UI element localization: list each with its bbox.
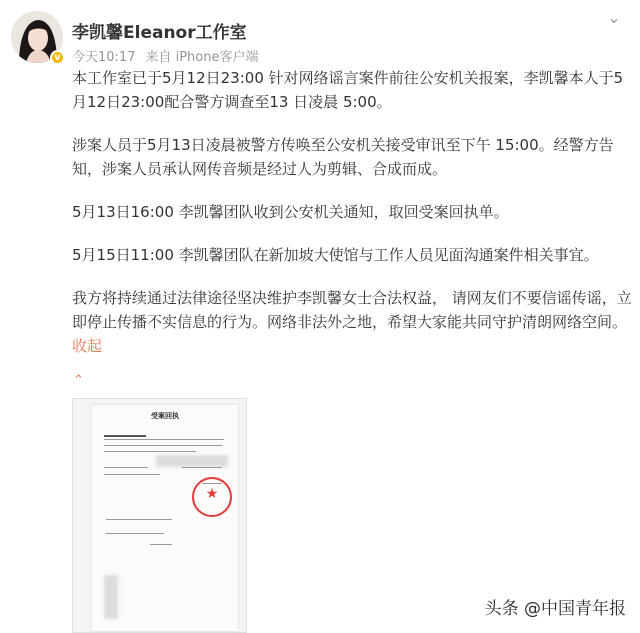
collapse-link[interactable]: 收起 [72,337,103,355]
paragraph-5-text: 我方将持续通过法律途径坚决维护李凯馨女士合法权益， 请网友们不要信谣传谣，立即停止传播不实信息的行为。网络非法外之地，希望大家能共同守护清朗网络空间。 [72,289,632,331]
post-meta [72,46,268,65]
watermark-name: 中国青年报 [541,599,626,619]
chevron-down-icon[interactable]: ⌄ [607,8,621,27]
redacted-area [156,455,228,467]
username[interactable]: 李凯馨Eleanor工作室 [72,23,247,43]
post-source[interactable]: 来自 iPhone客户端 [145,50,259,65]
collapse-arrow-icon[interactable]: ⌃ [73,373,84,388]
receipt-line [104,474,160,475]
watermark-prefix: 头条 @ [484,599,541,619]
official-seal [192,477,232,517]
receipt-line [104,445,222,446]
receipt-image[interactable] [72,398,247,633]
receipt-line [104,451,196,452]
redacted-area [104,575,118,619]
verified-badge-icon: v [50,50,65,65]
paragraph-5 [72,286,632,358]
receipt-line [150,544,172,545]
paragraph-1: 本工作室已于5月12日23:00 针对网络谣言案件前往公安机关报案，李凯馨本人于5月12日23:00配合警方调查至13 日凌晨 5:00。 [72,69,624,111]
receipt-line [104,467,148,468]
paragraph-3: 5月13日16:00 李凯馨团队收到公安机关通知，取回受案回执单。 [72,203,509,221]
paragraph-4: 5月15日11:00 李凯馨团队在新加坡大使馆与工作人员见面沟通案件相关事宜。 [72,246,599,264]
post-time[interactable]: 今天10:17 [72,50,136,65]
receipt-line [104,439,224,440]
seal-star-icon: ★ [205,486,219,502]
receipt-line [106,519,172,520]
paragraph-2: 涉案人员于5月13日凌晨被警方传唤至公安机关接受审讯至下午 15:00。经警方告知，涉案人员承认网传音频是经过人为剪辑、合成而成。 [72,136,614,178]
receipt-sheet [92,405,238,631]
post-content [72,66,632,358]
receipt-line [182,467,222,468]
watermark [485,594,626,619]
receipt-line [104,435,146,437]
receipt-title: 受案回执 [151,411,179,420]
receipt-line [106,533,164,534]
